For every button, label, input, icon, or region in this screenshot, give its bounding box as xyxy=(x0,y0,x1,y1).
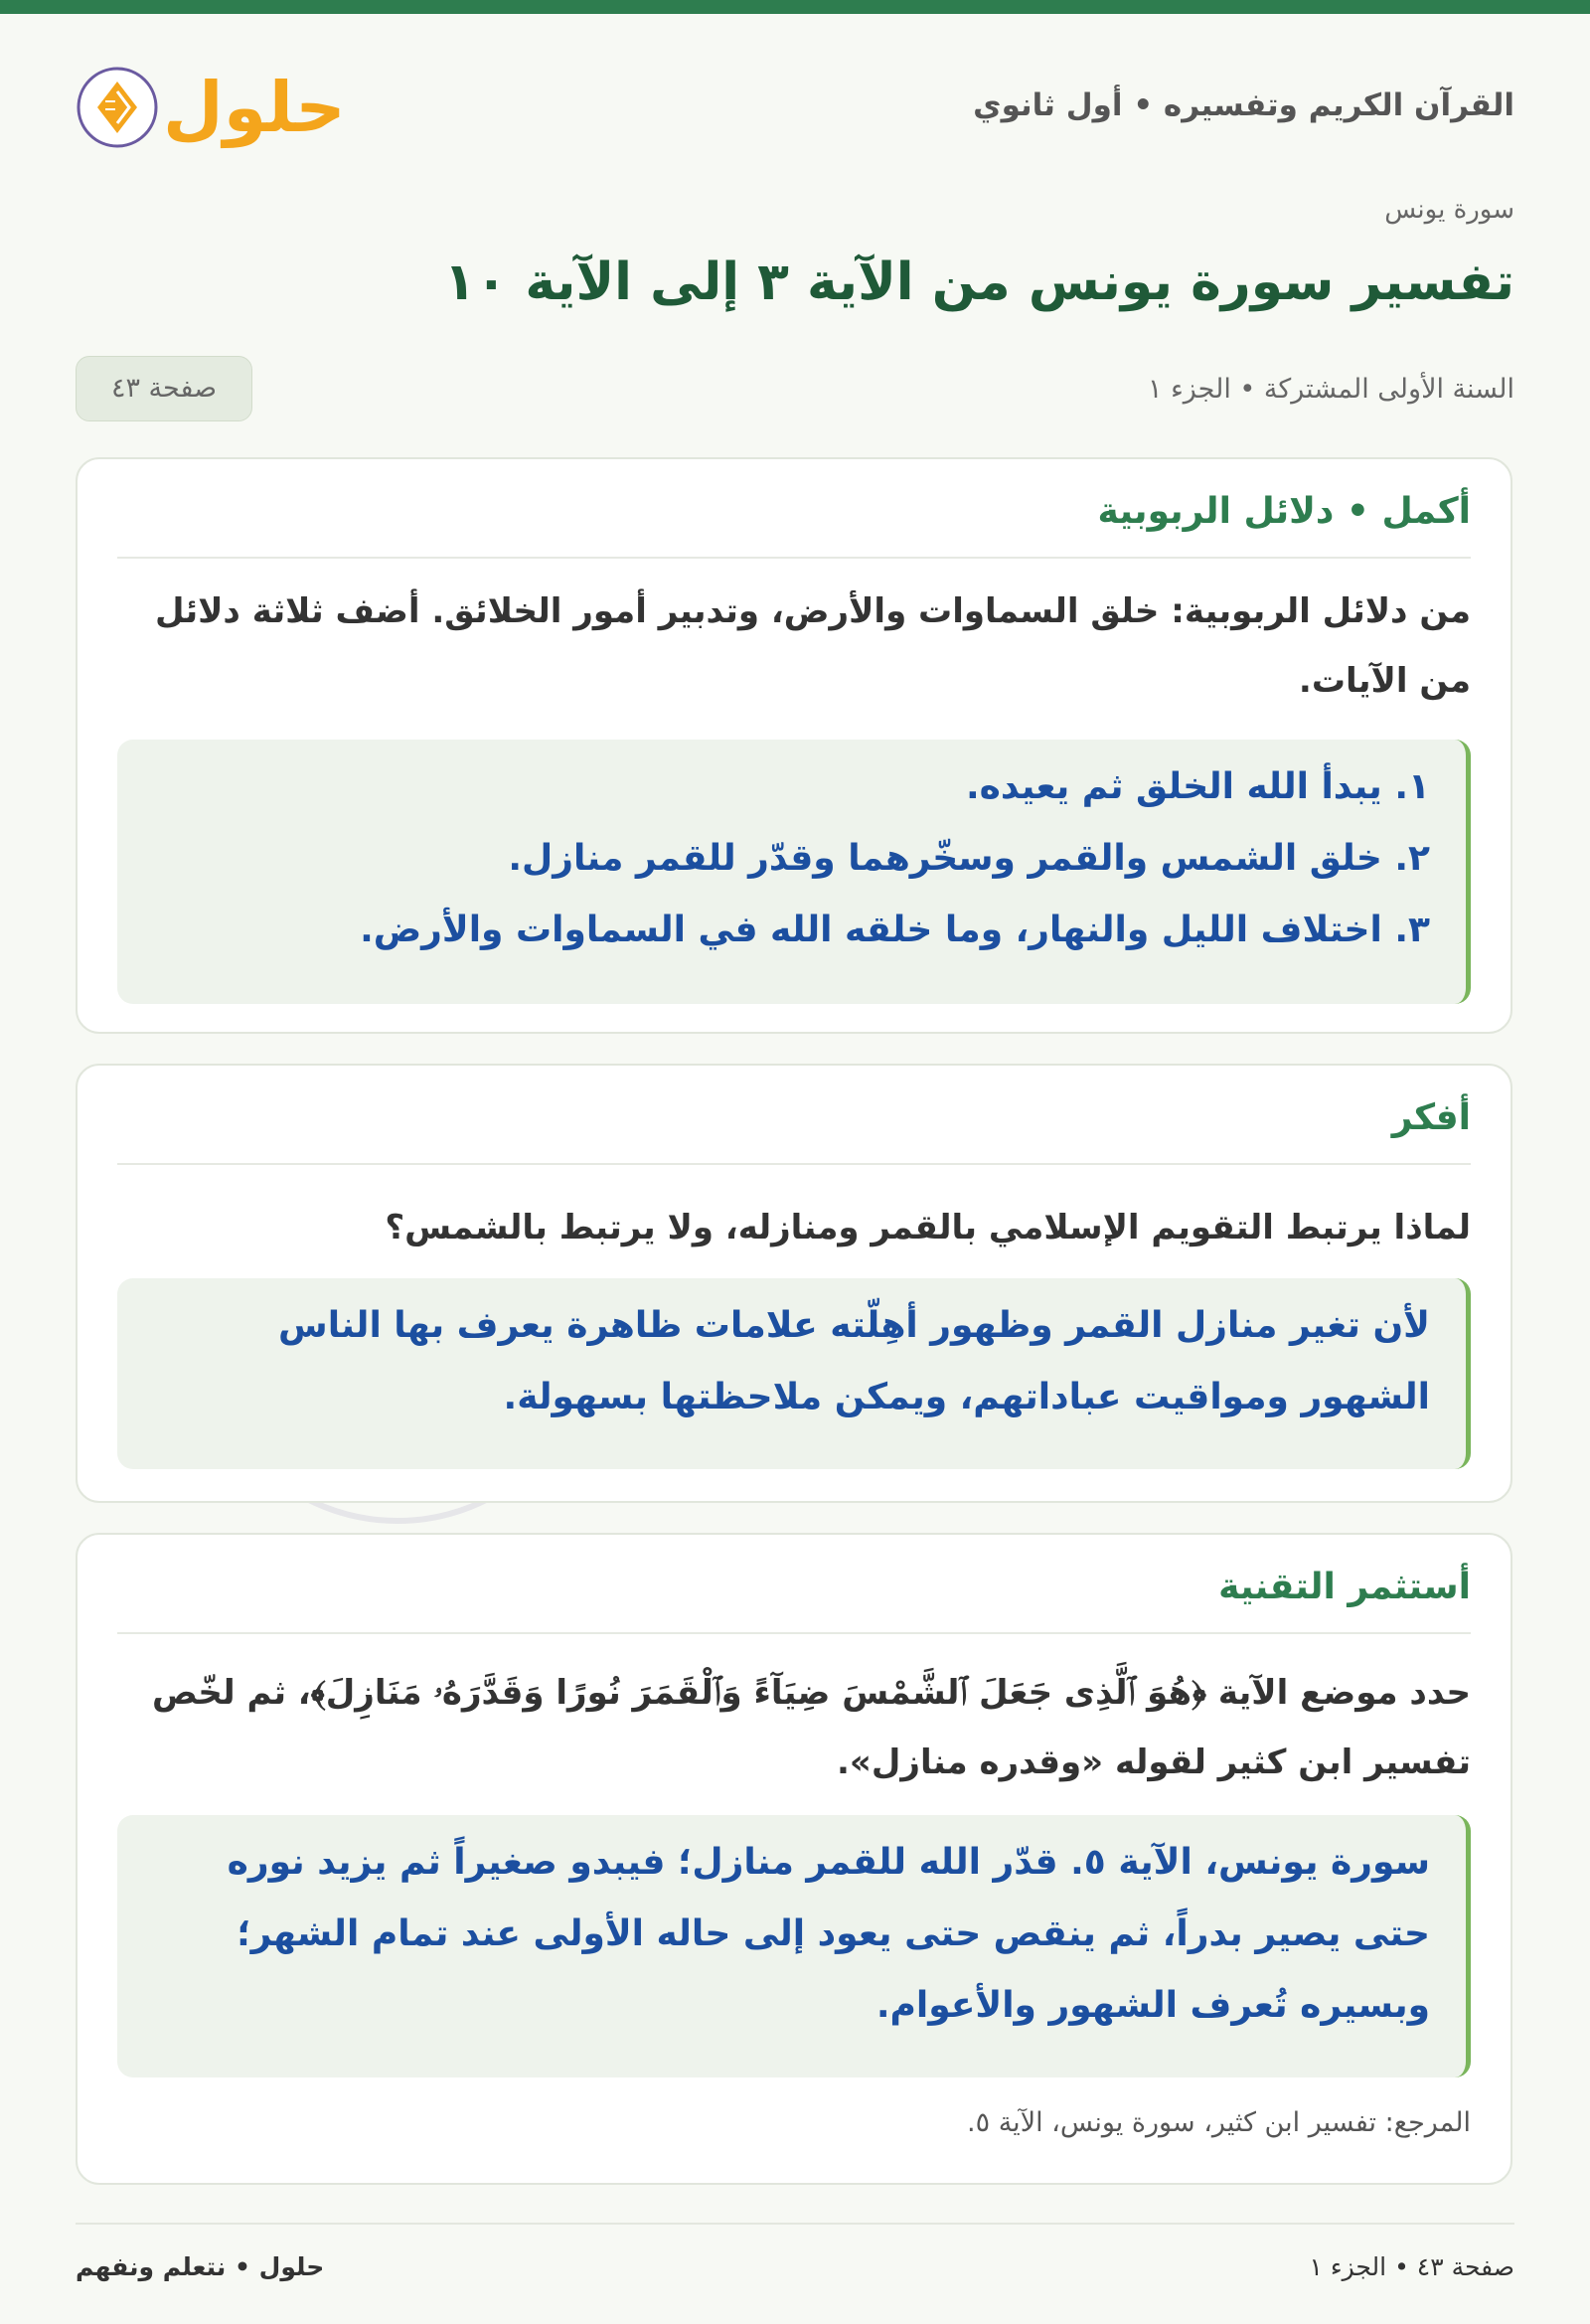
logo-wordmark: حلول xyxy=(163,67,346,148)
question-text: من دلائل الربوبية: خلق السماوات والأرض، وتدبير أمور الخلائق. أضف ثلاثة دلائل من الآيات. xyxy=(155,591,1471,701)
answer-box xyxy=(117,740,1471,1004)
card-header xyxy=(117,1066,1471,1165)
card-title: أكمل • دلائل الربوبية xyxy=(1097,491,1471,532)
answer-item: ٢. خلق الشمس والقمر وسخّرهما وقدّر للقمر منازل. xyxy=(508,838,1430,879)
complete-card xyxy=(76,457,1512,1034)
answer-item: ٣. اختلاف الليل والنهار، وما خلقه الله في السماوات والأرض. xyxy=(360,910,1430,950)
card-title: أفكر xyxy=(1391,1097,1471,1138)
question-text: لماذا يرتبط التقويم الإسلامي بالقمر ومنازله، ولا يرتبط بالشمس؟ xyxy=(385,1208,1471,1247)
card-title: أستثمر التقنية xyxy=(1218,1567,1471,1607)
answer-box xyxy=(117,1815,1471,2077)
card-header xyxy=(117,459,1471,559)
hulul-logo[interactable] xyxy=(76,58,346,157)
course-title: القرآن الكريم وتفسيره • أول ثانوي xyxy=(973,87,1514,123)
technology-card xyxy=(76,1533,1512,2185)
footer-page-info: صفحة ٤٣ • الجزء ١ xyxy=(1309,2252,1514,2281)
reference-note: المرجع: تفسير ابن كثير، سورة يونس، الآية ٥. xyxy=(967,2107,1471,2138)
book-icon xyxy=(76,66,159,149)
think-card xyxy=(76,1064,1512,1503)
question-text: حدد موضع الآية ﴿هُوَ ٱلَّذِى جَعَلَ ٱلشَّمْسَ ضِيَآءً وَٱلْقَمَرَ نُورًا وَقَدَّرَهُۥ مَنَازِلَ﴾، ثم لخّص تفسير ابن كثير لقوله «وقدره منازل». xyxy=(152,1673,1471,1782)
page-header xyxy=(76,58,1514,157)
top-accent-bar xyxy=(0,0,1590,14)
answer-item: ١. يبدأ الله الخلق ثم يعيده. xyxy=(965,766,1430,807)
answer-box xyxy=(117,1278,1471,1469)
page-number-badge: صفحة ٤٣ xyxy=(76,356,252,421)
page-title: تفسير سورة يونس من الآية ٣ إلى الآية ١٠ xyxy=(443,252,1514,312)
section-label: سورة يونس xyxy=(1384,195,1514,225)
answer-text: لأن تغير منازل القمر وظهور أهِلّته علامات ظاهرة يعرف بها الناس الشهور ومواقيت عباداتهم، ويمكن ملاحظتها بسهولة. xyxy=(278,1305,1430,1417)
footer-brand: حلول • نتعلم ونفهم xyxy=(76,2252,325,2281)
grade-meta: السنة الأولى المشتركة • الجزء ١ xyxy=(1147,374,1514,405)
answer-text: سورة يونس، الآية ٥. قدّر الله للقمر منازل؛ فيبدو صغيراً ثم يزيد نوره حتى يصير بدراً، ثم ينقص حتى يعود إلى حاله الأولى عند تمام الشهر؛ وبسيره تُعرف الشهور والأعوام. xyxy=(227,1842,1430,2026)
card-header xyxy=(117,1535,1471,1634)
footer-divider xyxy=(76,2223,1514,2225)
